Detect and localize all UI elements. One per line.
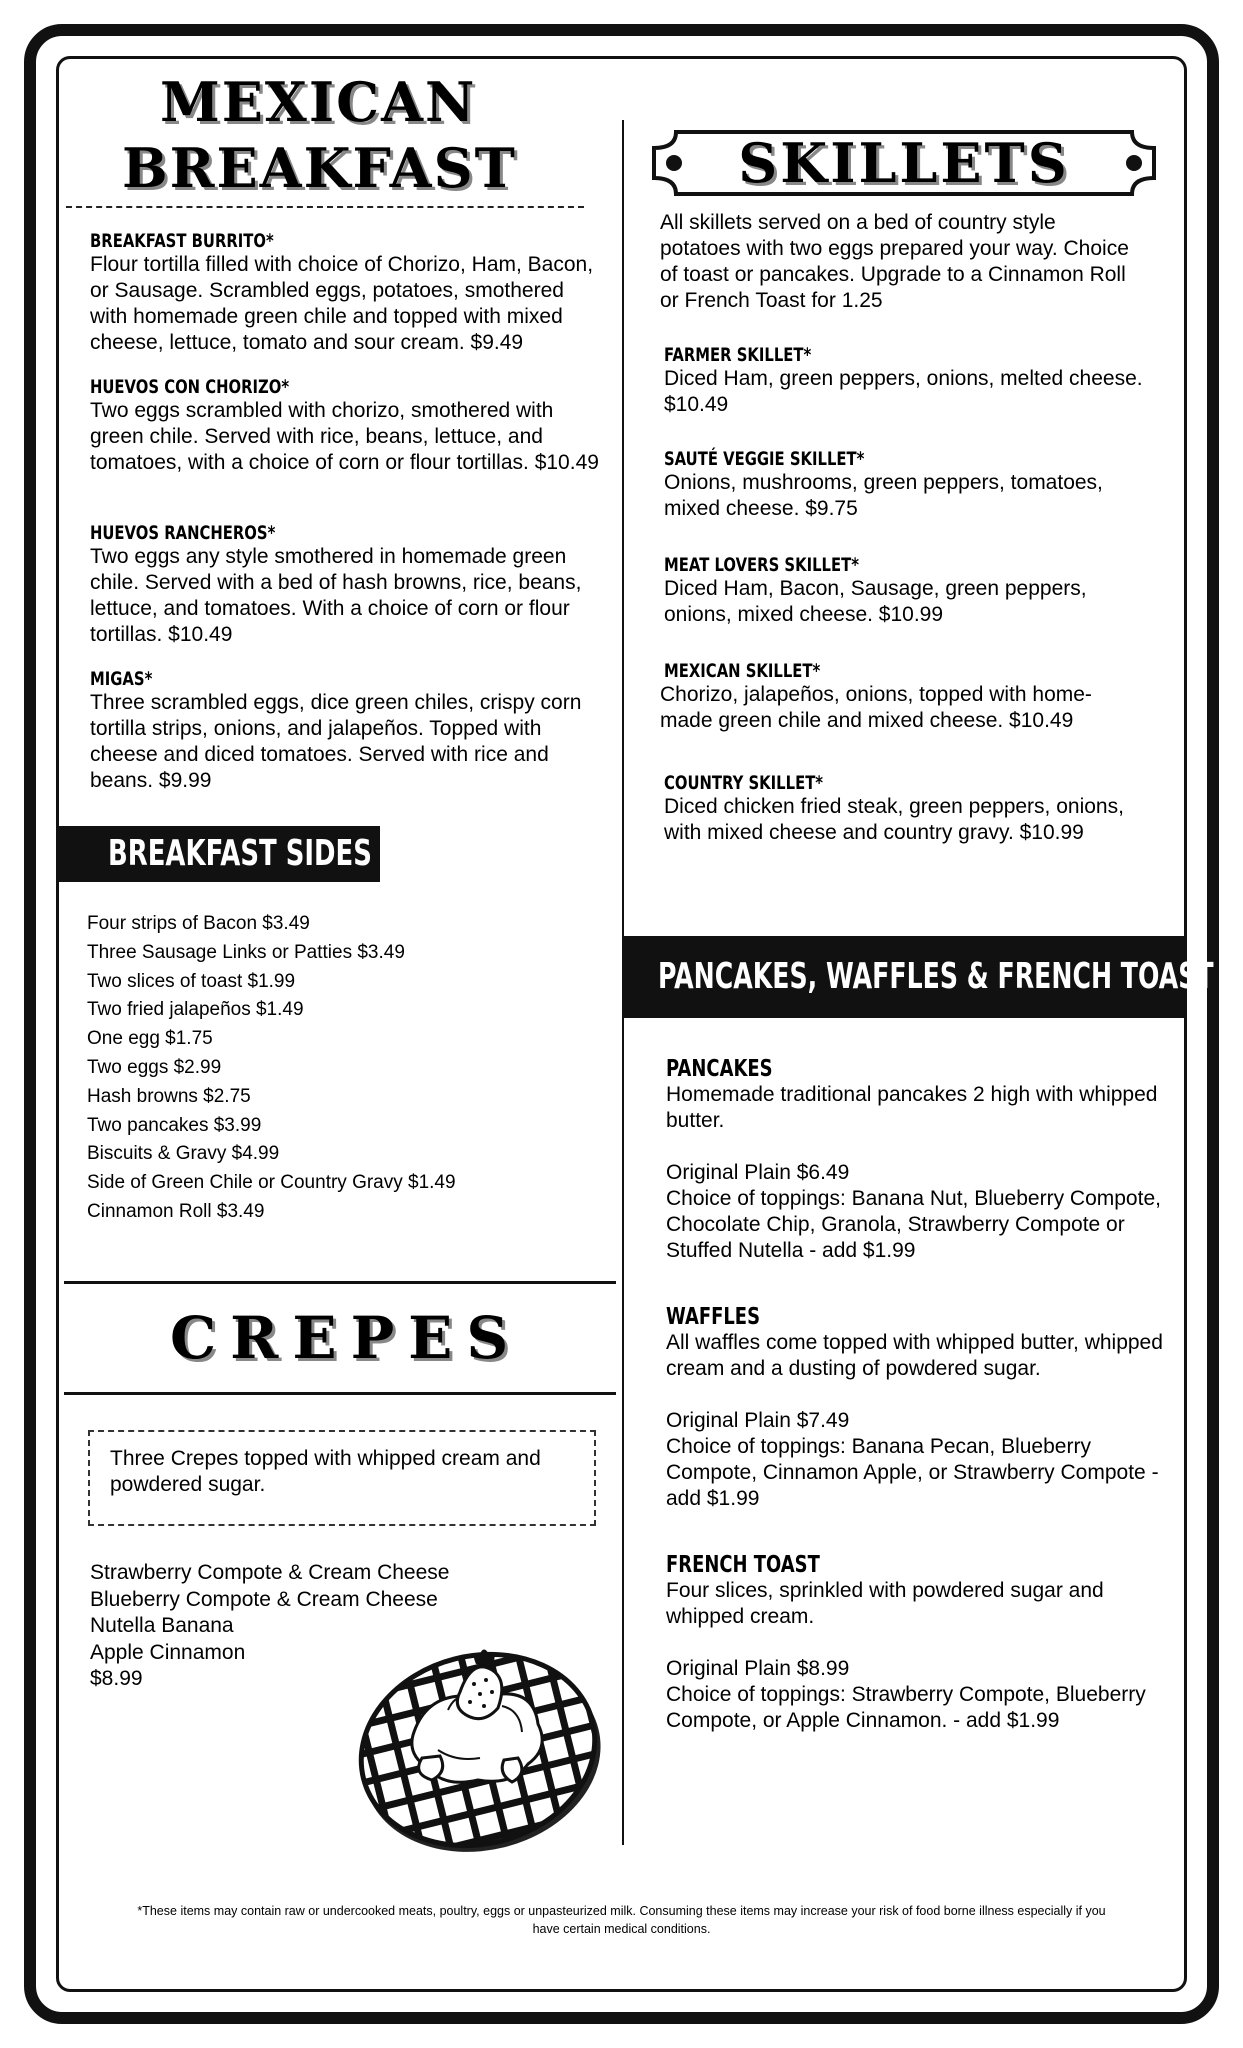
skillets-intro [660,210,1130,314]
french-toast-item [666,1552,1166,1734]
menu-item-desc: Four slices, sprinkled with powdered sugar and whipped cream. [666,1579,1104,1628]
menu-item-desc: Three scrambled eggs, dice green chiles, crispy corn tortilla strips, onions, and jalapeños. Topped with cheese and diced tomatoes. Served with rice and beans. $9.99 [90,691,582,792]
skillet-item [660,660,1140,734]
mexican-item [90,230,600,356]
skillets-intro-text: All skillets served on a bed of country style potatoes with two eggs prepared your way. Choice of toast or pancakes. Upgrade to a Cinnamon Roll or French Toast for 1.25 [660,211,1129,312]
menu-item-name: SAUTÉ VEGGIE SKILLET* [664,448,865,470]
menu-item-name: MIGAS* [90,668,153,690]
list-item: Two fried jalapeños $1.49 [87,999,304,1021]
menu-item-desc: All waffles come topped with whipped butter, whipped cream and a dusting of powdered sugar. [666,1331,1163,1380]
list-item: Biscuits & Gravy $4.99 [87,1143,280,1165]
list-item: Two slices of toast $1.99 [87,970,296,992]
mexican-item [90,522,600,648]
list-item: Side of Green Chile or Country Gravy $1.49 [87,1172,456,1194]
list-item: Two eggs $2.99 [87,1056,222,1078]
crepes-description-box: Three Crepes topped with whipped cream and powdered sugar. [88,1430,596,1526]
list-item: Blueberry Compote & Cream Cheese [90,1587,438,1611]
list-item: Hash browns $2.75 [87,1085,251,1107]
list-item: One egg $1.75 [87,1028,213,1050]
skillets-title: SKILLETS [738,131,1070,195]
footer-disclaimer: *These items may contain raw or undercooked meats, poultry, eggs or unpasteurized milk. Consuming these items may increase your risk of food borne illness especially if you have certain medical conditions. [137,1904,1106,1936]
menu-item-name: MEAT LOVERS SKILLET* [664,554,859,576]
skillet-item [664,448,1154,522]
crepes-top-rule [64,1281,616,1284]
sides-header-bar [58,826,380,882]
menu-item-price: Original Plain $6.49 [666,1161,850,1184]
menu-item-toppings: Choice of toppings: Strawberry Compote, Blueberry Compote, or Apple Cinnamon. - add $1.99 [666,1683,1146,1732]
menu-item-desc: Diced Ham, green peppers, onions, melted cheese. $10.49 [664,367,1143,416]
menu-item-desc: Two eggs any style smothered in homemade green chile. Served with a bed of hash browns, rice, beans, lettuce, and tomatoes. With a choice of corn or flour tortillas. $10.49 [90,545,582,646]
list-item: $8.99 [90,1667,143,1690]
menu-item-toppings: Choice of toppings: Banana Pecan, Blueberry Compote, Cinnamon Apple, or Strawberry Compote - add $1.99 [666,1435,1159,1510]
pancakes-item [666,1056,1166,1264]
menu-item-desc: Chorizo, jalapeños, onions, topped with home-made green chile and mixed cheese. $10.49 [660,683,1092,732]
pancakes-header-bar [624,936,1214,1018]
menu-item-name: HUEVOS CON CHORIZO* [90,376,290,398]
menu-item-price: Original Plain $7.49 [666,1409,850,1432]
list-item: Strawberry Compote & Cream Cheese [90,1561,450,1584]
menu-item-name: COUNTRY SKILLET* [664,772,824,794]
menu-item-price: Original Plain $8.99 [666,1657,850,1680]
skillets-banner [648,128,1160,198]
menu-item-desc: Homemade traditional pancakes 2 high with whipped butter. [666,1083,1158,1132]
menu-item-desc: Diced chicken fried steak, green peppers, onions, with mixed cheese and country gravy. $10.99 [664,795,1124,844]
list-item: Nutella Banana [90,1614,234,1637]
mexican-item [90,376,600,476]
menu-item-desc: Flour tortilla filled with choice of Chorizo, Ham, Bacon, or Sausage. Scrambled eggs, potatoes, smothered with homemade green chile and topped with mixed cheese, lettuce, tomato and sour cream. $9.49 [90,253,594,354]
menu-item-name: FRENCH TOAST [666,1552,820,1578]
sides-list [87,910,456,1227]
menu-item-name: MEXICAN SKILLET* [664,660,821,682]
list-item: Three Sausage Links or Patties $3.49 [87,941,405,963]
menu-item-desc: Onions, mushrooms, green peppers, tomatoes, mixed cheese. $9.75 [664,471,1103,520]
pancakes-title: PANCAKES, WAFFLES & FRENCH TOAST [658,956,1214,997]
menu-item-name: FARMER SKILLET* [664,344,812,366]
menu-item-name: PANCAKES [666,1056,773,1082]
menu-item-desc: Two eggs scrambled with chorizo, smothered with green chile. Served with rice, beans, lettuce, and tomatoes, with a choice of corn or flour tortillas. $10.49 [90,399,599,474]
menu-item-desc: Diced Ham, Bacon, Sausage, green peppers, onions, mixed cheese. $10.99 [664,577,1087,626]
list-item: Four strips of Bacon $3.49 [87,913,310,934]
list-item: Apple Cinnamon [90,1640,246,1664]
crepes-bottom-rule [64,1392,616,1395]
list-item: Cinnamon Roll $3.49 [87,1200,265,1222]
menu-item-name: WAFFLES [666,1304,760,1330]
waffles-item [666,1304,1176,1512]
crepes-title: CREPES [170,1304,523,1372]
menu-item-name: BREAKFAST BURRITO* [90,230,274,252]
list-item: Two pancakes $3.99 [87,1114,262,1136]
mexican-title-line2: BREAKFAST [122,136,517,200]
sides-title: BREAKFAST SIDES [108,833,372,874]
menu-item-toppings: Choice of toppings: Banana Nut, Blueberry Compote, Chocolate Chip, Granola, Strawberry Compote or Stuffed Nutella - add $1.99 [666,1187,1161,1262]
mexican-item [90,668,600,794]
mexican-title-dotted-rule [66,206,584,208]
mexican-title-line1: MEXICAN [160,70,477,134]
waffle-illustration-icon [352,1640,610,1852]
skillet-item [664,772,1134,846]
skillet-item [664,344,1154,418]
menu-item-name: HUEVOS RANCHEROS* [90,522,276,544]
skillet-item [664,554,1154,628]
